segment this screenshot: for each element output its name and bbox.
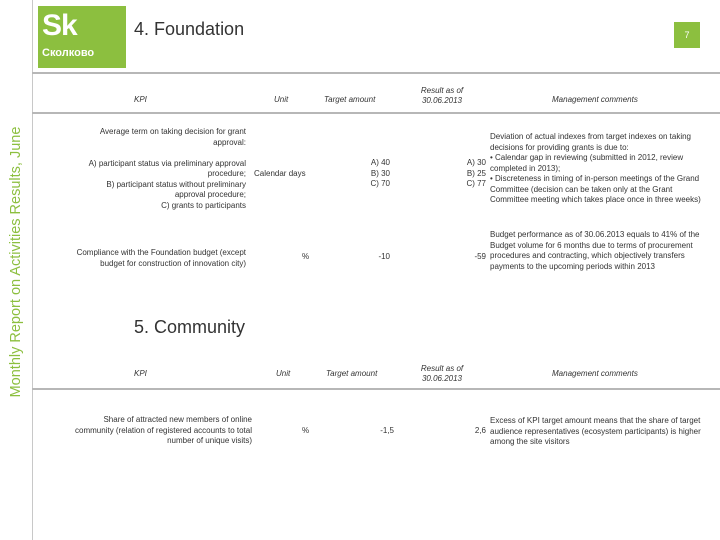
kpi-decision-term: Average term on taking decision for grant approval: A) participant status via preliminary approval procedure; B) participant status without preliminary approval procedure; C) grants to participants <box>88 127 246 210</box>
target-decision-term: A) 40 B) 30 C) 70 <box>370 158 390 188</box>
table1-header-rule <box>32 112 720 114</box>
col-header-result: Result as of 30.06.2013 <box>420 86 464 105</box>
report-side-title: Monthly Report on Activities Results, June <box>8 126 24 398</box>
unit-percent-2: % <box>302 426 310 435</box>
comment-budget: Budget performance as of 30.06.2013 equals to 41% of the Budget volume for 6 months due to terms of procurement procedures and contracting, which objectively transfers payments to the upcoming periods within 2013 <box>490 230 700 271</box>
comment-decision-term: Deviation of actual indexes from target indexes on taking decisions for providing grants is due to: • Calendar gap in reviewing (submitted in 2012, review completed in 2013); • Discreteness in timing of in-person meetings of the Grand Committee (decision can be taken only at the Grant Committee meeting which takes place once in three weeks) <box>490 132 701 204</box>
col-header-target-2: Target amount <box>326 369 378 378</box>
kpi-budget-compliance: Compliance with the Foundation budget (except budget for construction of innovation city) <box>76 248 246 268</box>
header-rule <box>32 72 720 74</box>
target-community: -1,5 <box>380 426 394 435</box>
section-title-community: 5. Community <box>134 317 246 337</box>
kpi-community-share: Share of attracted new members of online community (relation of registered accounts to total number of unique visits) <box>75 415 252 445</box>
result-community: 2,6 <box>474 426 486 435</box>
result-decision-term: A) 30 B) 25 C) 77 <box>466 158 486 188</box>
col-header-unit-2: Unit <box>276 369 291 378</box>
col-header-target: Target amount <box>324 95 376 104</box>
left-divider <box>32 0 33 540</box>
comment-community: Excess of KPI target amount means that the share of target audience representatives (ecosystem participants) is higher among the site visitors <box>490 416 701 446</box>
page-number: 7 <box>674 22 700 48</box>
target-budget: -10 <box>378 252 390 261</box>
logo-name: Сколково <box>42 47 95 59</box>
section-title-foundation: 4. Foundation <box>134 19 245 39</box>
col-header-kpi-2: KPI <box>134 369 147 378</box>
unit-percent: % <box>302 252 310 261</box>
col-header-unit: Unit <box>274 95 289 104</box>
col-header-result-2: Result as of 30.06.2013 <box>420 364 464 383</box>
table2-header-rule <box>32 388 720 390</box>
col-header-comments: Management comments <box>552 95 638 104</box>
skolkovo-logo <box>38 6 126 68</box>
unit-calendar-days: Calendar days <box>254 169 306 178</box>
logo-mark: Sk <box>42 9 77 42</box>
side-band <box>0 0 32 540</box>
result-budget: -59 <box>474 252 486 261</box>
col-header-kpi: KPI <box>134 95 147 104</box>
col-header-comments-2: Management comments <box>552 369 638 378</box>
